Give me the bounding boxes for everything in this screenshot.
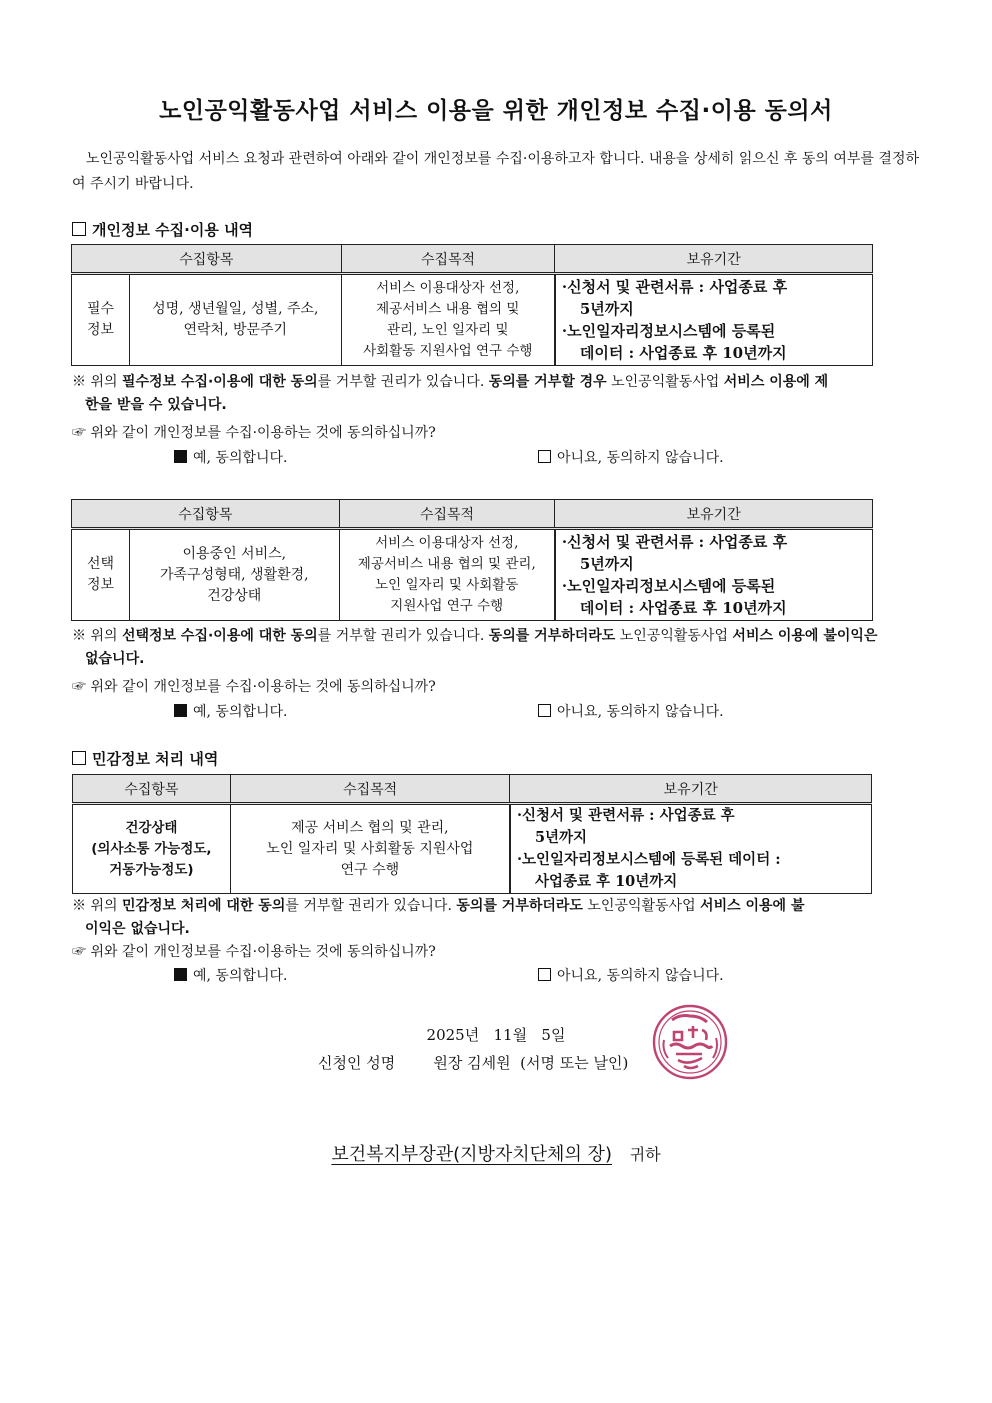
table-row (72, 274, 873, 366)
optional-info-notice: ※ 위의 선택정보 수집·이용에 대한 동의를 거부할 권리가 있습니다. 동의를 거부하더라도 노인공익활동사업 서비스 이용에 불이익은 없습니다. (72, 628, 878, 667)
section-square-icon (72, 751, 86, 765)
sensitive-info-notice: ※ 위의 민감정보 처리에 대한 동의를 거부할 권리가 있습니다. 동의를 거부하더라도 노인공익활동사업 서비스 이용에 불 이익은 없습니다. (72, 898, 805, 937)
consent-question-1: ☞ 위와 같이 개인정보를 수집·이용하는 것에 동의하십니까? (72, 425, 436, 441)
consent-question-3: ☞ 위와 같이 개인정보를 수집·이용하는 것에 동의하십니까? (72, 944, 436, 960)
header-items: 수집항목 (73, 775, 231, 804)
consent-no-option-3[interactable]: 아니요, 동의하지 않습니다. (538, 965, 724, 985)
items-cell: 이용중인 서비스, 가족구성형태, 생활환경, 건강상태 (129, 529, 339, 621)
header-purpose: 수집목적 (341, 245, 555, 274)
header-retention: 보유기간 (555, 500, 873, 529)
purpose-cell: 서비스 이용대상자 선정, 제공서비스 내용 협의 및 관리, 노인 일자리 및 사회활동 지원사업 연구 수행 (341, 274, 555, 366)
category-cell: 선택 정보 (72, 529, 130, 621)
applicant-signature-line: 신청인 성명 원장 김세원 (서명 또는 날인) (318, 1054, 629, 1072)
consent-no-option-1[interactable]: 아니요, 동의하지 않습니다. (538, 447, 724, 467)
consent-yes-option-2[interactable]: 예, 동의합니다. (174, 701, 288, 721)
table-header-row (73, 775, 872, 804)
table-row (72, 529, 873, 621)
retention-cell: ·신청서 및 관련서류 : 사업종료 후 5년까지 ·노인일자리정보시스템에 등록된 데이터 : 사업종료 후 10년까지 (510, 804, 872, 894)
consent-question-2: ☞ 위와 같이 개인정보를 수집·이용하는 것에 동의하십니까? (72, 679, 436, 695)
addressee-suffix: 귀하 (629, 1145, 661, 1164)
sensitive-info-table (72, 774, 872, 894)
checkbox-checked-icon[interactable] (174, 450, 187, 463)
category-cell: 필수 정보 (72, 274, 130, 366)
intro-paragraph: 노인공익활동사업 서비스 요청과 관련하여 아래와 같이 개인정보를 수집·이용하고자 합니다. 내용을 상세히 읽으신 후 동의 여부를 결정하여 주시기 바랍니다. (72, 151, 919, 192)
retention-cell: ·신청서 및 관련서류 : 사업종료 후 5년까지 ·노인일자리정보시스템에 등록된 데이터 : 사업종료 후 10년까지 (555, 274, 873, 366)
header-items: 수집항목 (72, 245, 342, 274)
document-title: 노인공익활동사업 서비스 이용을 위한 개인정보 수집·이용 동의서 (159, 98, 833, 124)
checkbox-checked-icon[interactable] (174, 704, 187, 717)
section-square-icon (72, 222, 86, 236)
required-info-notice: ※ 위의 필수정보 수집·이용에 대한 동의를 거부할 권리가 있습니다. 동의를 거부할 경우 노인공익활동사업 서비스 이용에 제 한을 받을 수 있습니다. (72, 374, 829, 413)
round-seal-stamp-icon (648, 1000, 732, 1084)
consent-yes-option-3[interactable]: 예, 동의합니다. (174, 965, 288, 985)
header-items: 수집항목 (72, 500, 340, 529)
table-header-row (72, 500, 873, 529)
table-row (73, 804, 872, 894)
addressee (0, 1140, 992, 1166)
consent-no-option-2[interactable]: 아니요, 동의하지 않습니다. (538, 701, 724, 721)
required-info-table (71, 244, 873, 366)
header-purpose: 수집목적 (339, 500, 555, 529)
section-sensitive-info-title: 민감정보 처리 내역 (72, 748, 218, 769)
application-date: 2025년 11월 5일 (426, 1026, 566, 1044)
ministry-name: 보건복지부장관(지방자치단체의 장) (331, 1144, 612, 1165)
checkbox-empty-icon[interactable] (538, 704, 551, 717)
header-purpose: 수집목적 (230, 775, 510, 804)
header-retention: 보유기간 (555, 245, 873, 274)
items-cell: 건강상태 (의사소통 가능정도, 거동가능정도) (73, 804, 231, 894)
checkbox-empty-icon[interactable] (538, 968, 551, 981)
purpose-cell: 서비스 이용대상자 선정, 제공서비스 내용 협의 및 관리, 노인 일자리 및 사회활동 지원사업 연구 수행 (339, 529, 555, 621)
optional-info-table (71, 499, 873, 621)
purpose-cell: 제공 서비스 협의 및 관리, 노인 일자리 및 사회활동 지원사업 연구 수행 (230, 804, 510, 894)
checkbox-checked-icon[interactable] (174, 968, 187, 981)
header-retention: 보유기간 (510, 775, 872, 804)
section-personal-info-title: 개인정보 수집·이용 내역 (72, 219, 253, 240)
consent-yes-option-1[interactable]: 예, 동의합니다. (174, 447, 288, 467)
table-header-row (72, 245, 873, 274)
retention-cell: ·신청서 및 관련서류 : 사업종료 후 5년까지 ·노인일자리정보시스템에 등록된 데이터 : 사업종료 후 10년까지 (555, 529, 873, 621)
checkbox-empty-icon[interactable] (538, 450, 551, 463)
items-cell: 성명, 생년월일, 성별, 주소, 연락처, 방문주기 (129, 274, 341, 366)
